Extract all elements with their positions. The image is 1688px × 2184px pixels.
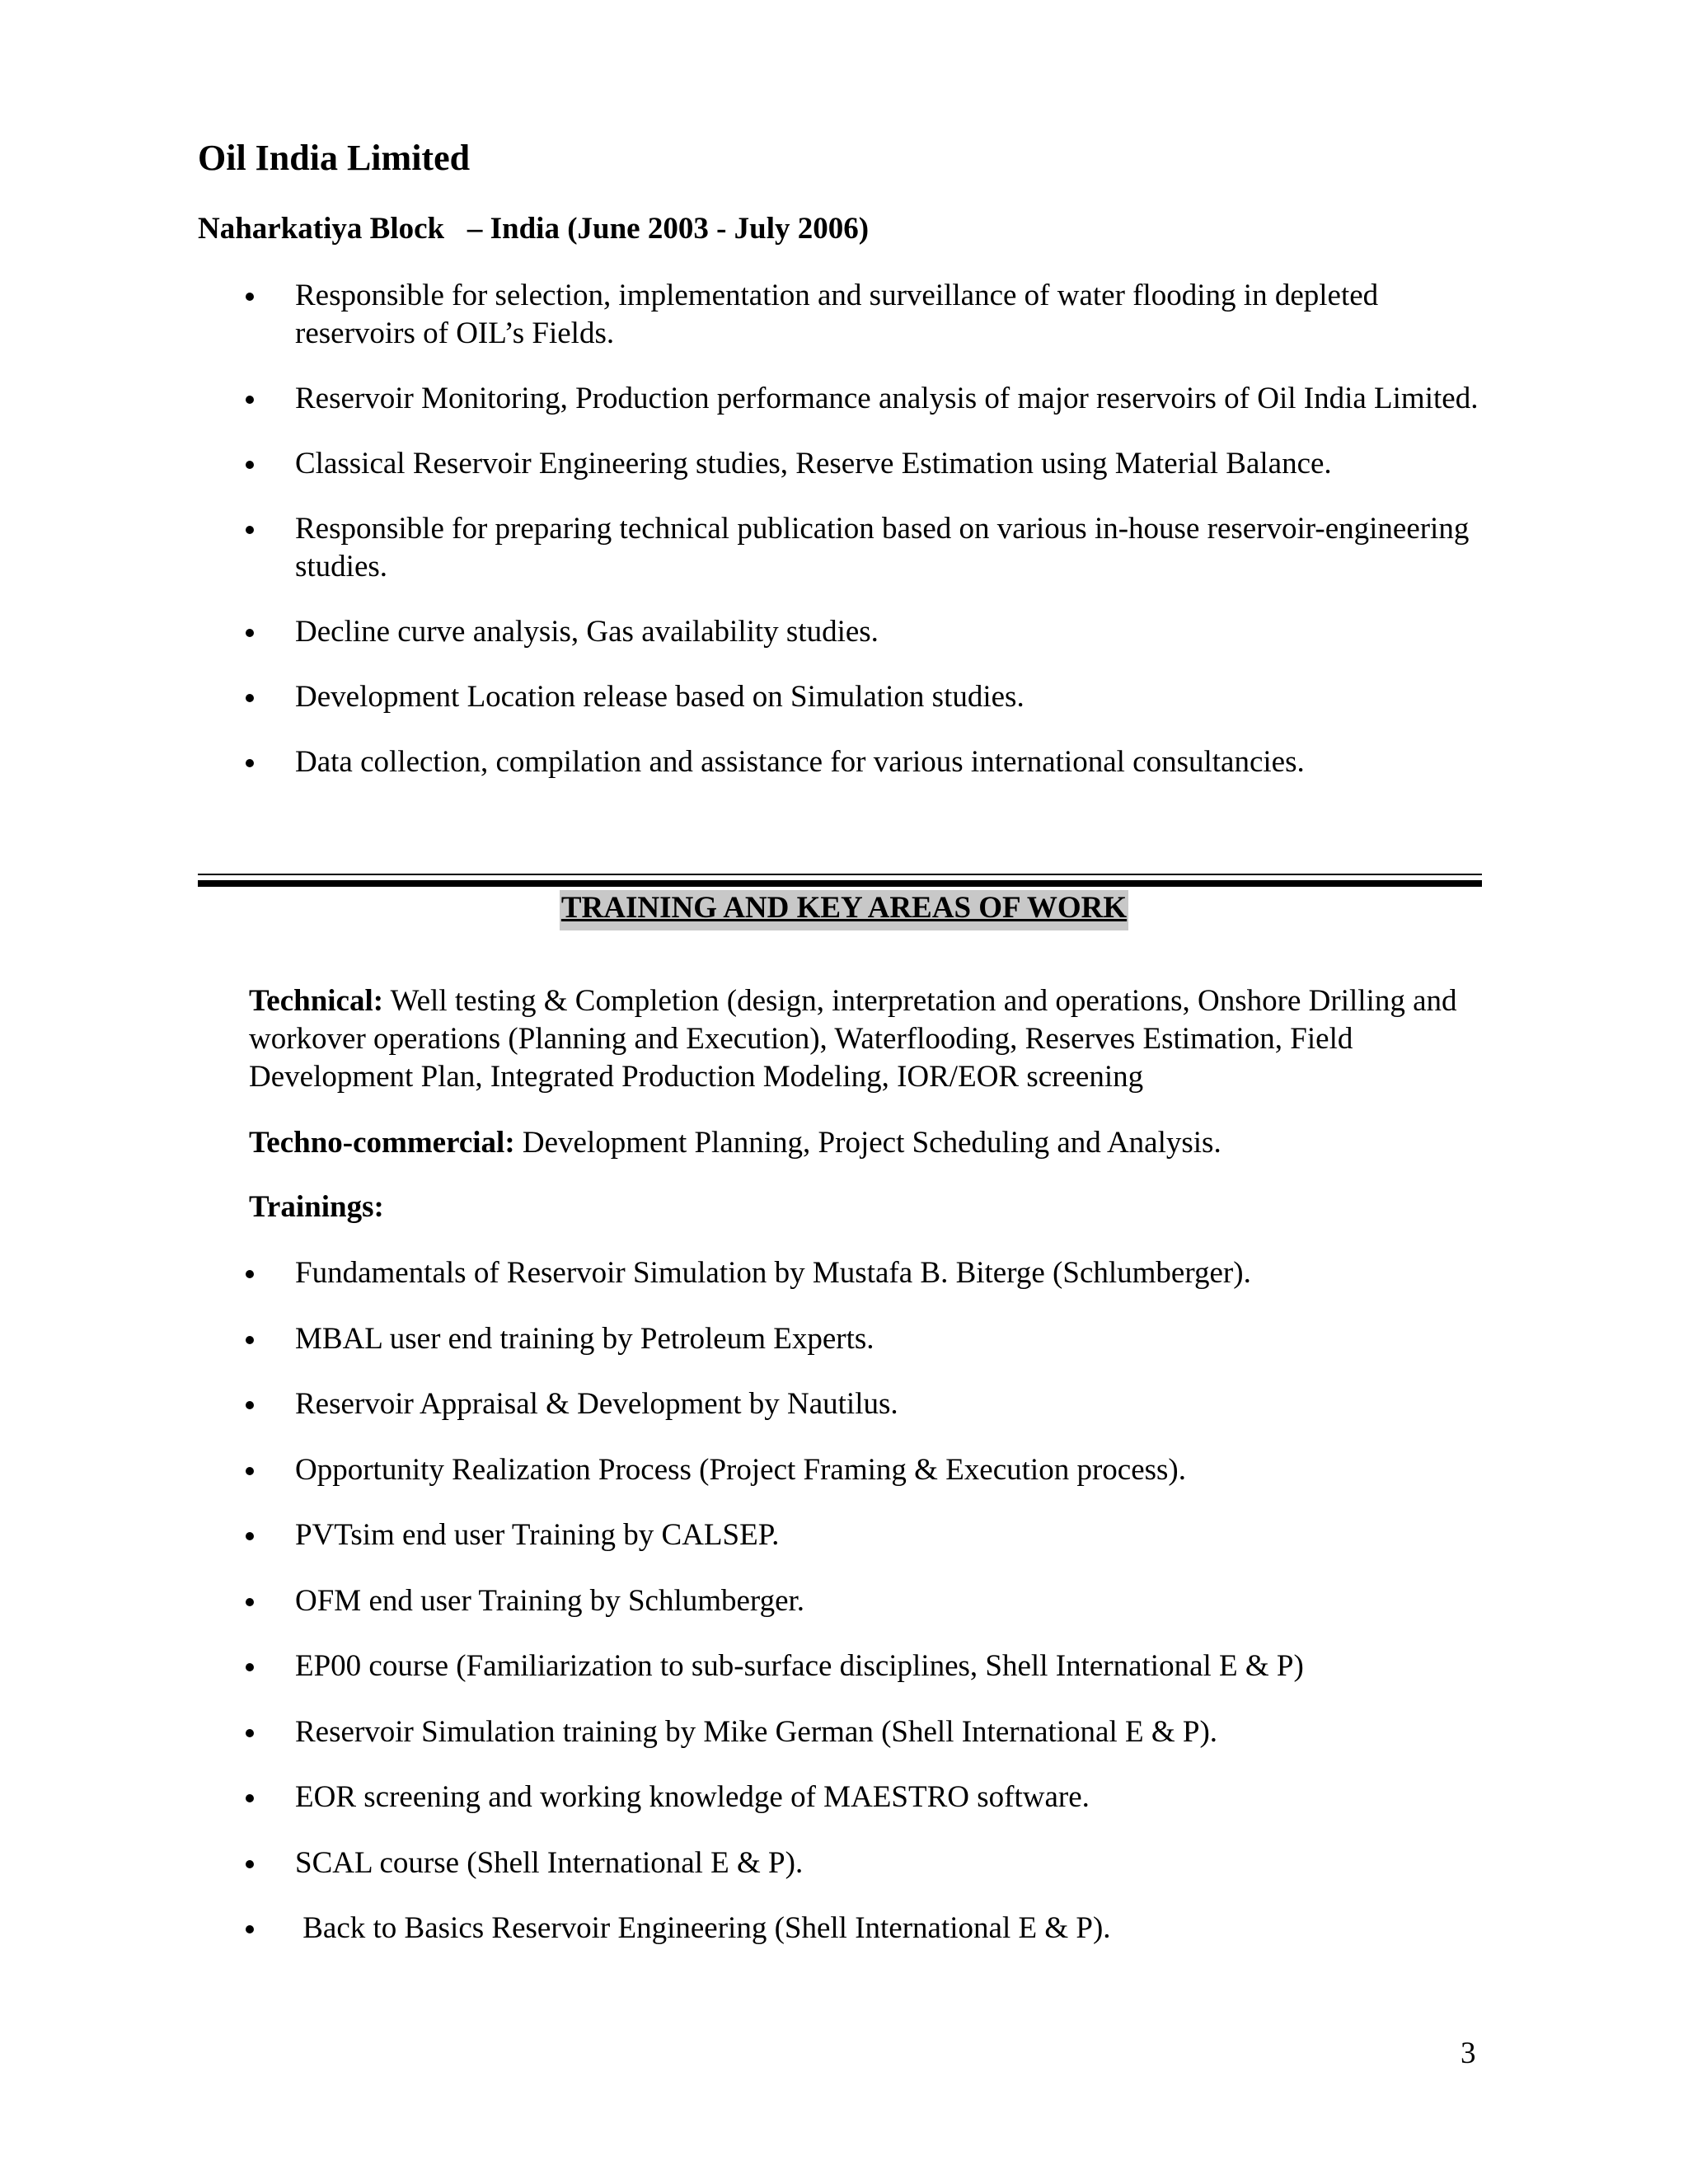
block-period-line: Naharkatiya Block – India (June 2003 - July 2006) <box>198 212 870 246</box>
bullet-icon <box>246 1925 254 1933</box>
bullet-text: Opportunity Realization Process (Project Framing & Execution process). <box>295 1452 1186 1487</box>
trainings-label: Trainings: <box>249 1190 384 1224</box>
list-item <box>198 613 1484 651</box>
bullet-text: Reservoir Simulation training by Mike German (Shell International E & P). <box>295 1714 1218 1749</box>
list-item <box>198 1713 1484 1751</box>
bullet-icon <box>246 293 254 301</box>
list-item <box>198 1910 1484 1947</box>
list-item <box>198 1779 1484 1816</box>
bullet-icon <box>246 1270 254 1278</box>
list-item <box>198 1254 1484 1292</box>
bullet-text: MBAL user end training by Petroleum Experts. <box>295 1321 874 1356</box>
list-item <box>198 277 1484 353</box>
section-heading-text: TRAINING AND KEY AREAS OF WORK <box>560 890 1128 930</box>
training-bullet-list <box>198 1254 1484 1975</box>
bullet-icon <box>246 1532 254 1540</box>
bullet-icon <box>246 1401 254 1409</box>
experience-bullet-list <box>198 277 1484 808</box>
technical-text: Well testing & Completion (design, interpretation and operations, Onshore Drilling and workover operations (Planning and Execution), Waterflooding, Reserves Estimation, Field Development Plan, Integrated Production Modeling, IOR/EOR screening <box>249 984 1457 1094</box>
bullet-icon <box>246 526 254 534</box>
bullet-icon <box>246 1336 254 1344</box>
list-item <box>198 1385 1484 1423</box>
bullet-text: Reservoir Appraisal & Development by Nautilus. <box>295 1387 898 1421</box>
bullet-text: Responsible for selection, implementation and surveillance of water flooding in depleted reservoirs of OIL’s Fields. <box>295 279 1379 350</box>
bullet-icon <box>246 694 254 702</box>
list-item <box>198 1647 1484 1685</box>
bullet-icon <box>246 1663 254 1671</box>
bullet-icon <box>246 629 254 637</box>
section-heading <box>0 890 1688 930</box>
company-heading: Oil India Limited <box>198 138 471 178</box>
bullet-icon <box>246 759 254 767</box>
bullet-text: Fundamentals of Reservoir Simulation by Mustafa B. Biterge (Schlumberger). <box>295 1256 1251 1290</box>
list-item <box>198 1451 1484 1489</box>
bullet-text: SCAL course (Shell International E & P). <box>295 1845 804 1880</box>
techno-commercial-text: Development Planning, Project Scheduling and Analysis. <box>514 1126 1221 1160</box>
bullet-text: PVTsim end user Training by CALSEP. <box>295 1518 780 1552</box>
bullet-text: EP00 course (Familiarization to sub-surface disciplines, Shell International E & P) <box>295 1649 1304 1683</box>
section-divider-thin <box>198 874 1482 875</box>
bullet-icon <box>246 396 254 404</box>
bullet-text: Data collection, compilation and assistance for various international consultancies. <box>295 745 1305 779</box>
bullet-icon <box>246 1467 254 1475</box>
list-item <box>198 678 1484 716</box>
technical-label: Technical: <box>249 984 384 1018</box>
techno-commercial-label: Techno-commercial: <box>249 1126 515 1160</box>
bullet-text: Classical Reservoir Engineering studies, Reserve Estimation using Material Balance. <box>295 447 1332 480</box>
bullet-icon <box>246 1729 254 1737</box>
list-item <box>198 1320 1484 1358</box>
techno-commercial-paragraph <box>249 1124 1485 1162</box>
list-item <box>198 1844 1484 1882</box>
list-item <box>198 1516 1484 1554</box>
list-item <box>198 1582 1484 1620</box>
bullet-text: Reservoir Monitoring, Production performance analysis of major reservoirs of Oil India Limited. <box>295 382 1479 415</box>
section-divider-thick <box>198 880 1482 887</box>
bullet-text: EOR screening and working knowledge of MAESTRO software. <box>295 1780 1090 1814</box>
list-item <box>198 445 1484 483</box>
list-item <box>198 743 1484 781</box>
bullet-text: OFM end user Training by Schlumberger. <box>295 1583 805 1618</box>
bullet-text: Responsible for preparing technical publication based on various in-house reservoir-engineering studies. <box>295 512 1470 583</box>
list-item <box>198 510 1484 586</box>
bullet-text: Back to Basics Reservoir Engineering (Shell International E & P). <box>295 1911 1111 1945</box>
bullet-text: Development Location release based on Simulation studies. <box>295 680 1025 714</box>
bullet-text: Decline curve analysis, Gas availability studies. <box>295 615 879 649</box>
page-number: 3 <box>1461 2036 1476 2070</box>
bullet-icon <box>246 1794 254 1802</box>
list-item <box>198 380 1484 418</box>
technical-paragraph <box>249 982 1485 1096</box>
bullet-icon <box>246 1598 254 1606</box>
bullet-icon <box>246 461 254 469</box>
bullet-icon <box>246 1860 254 1868</box>
